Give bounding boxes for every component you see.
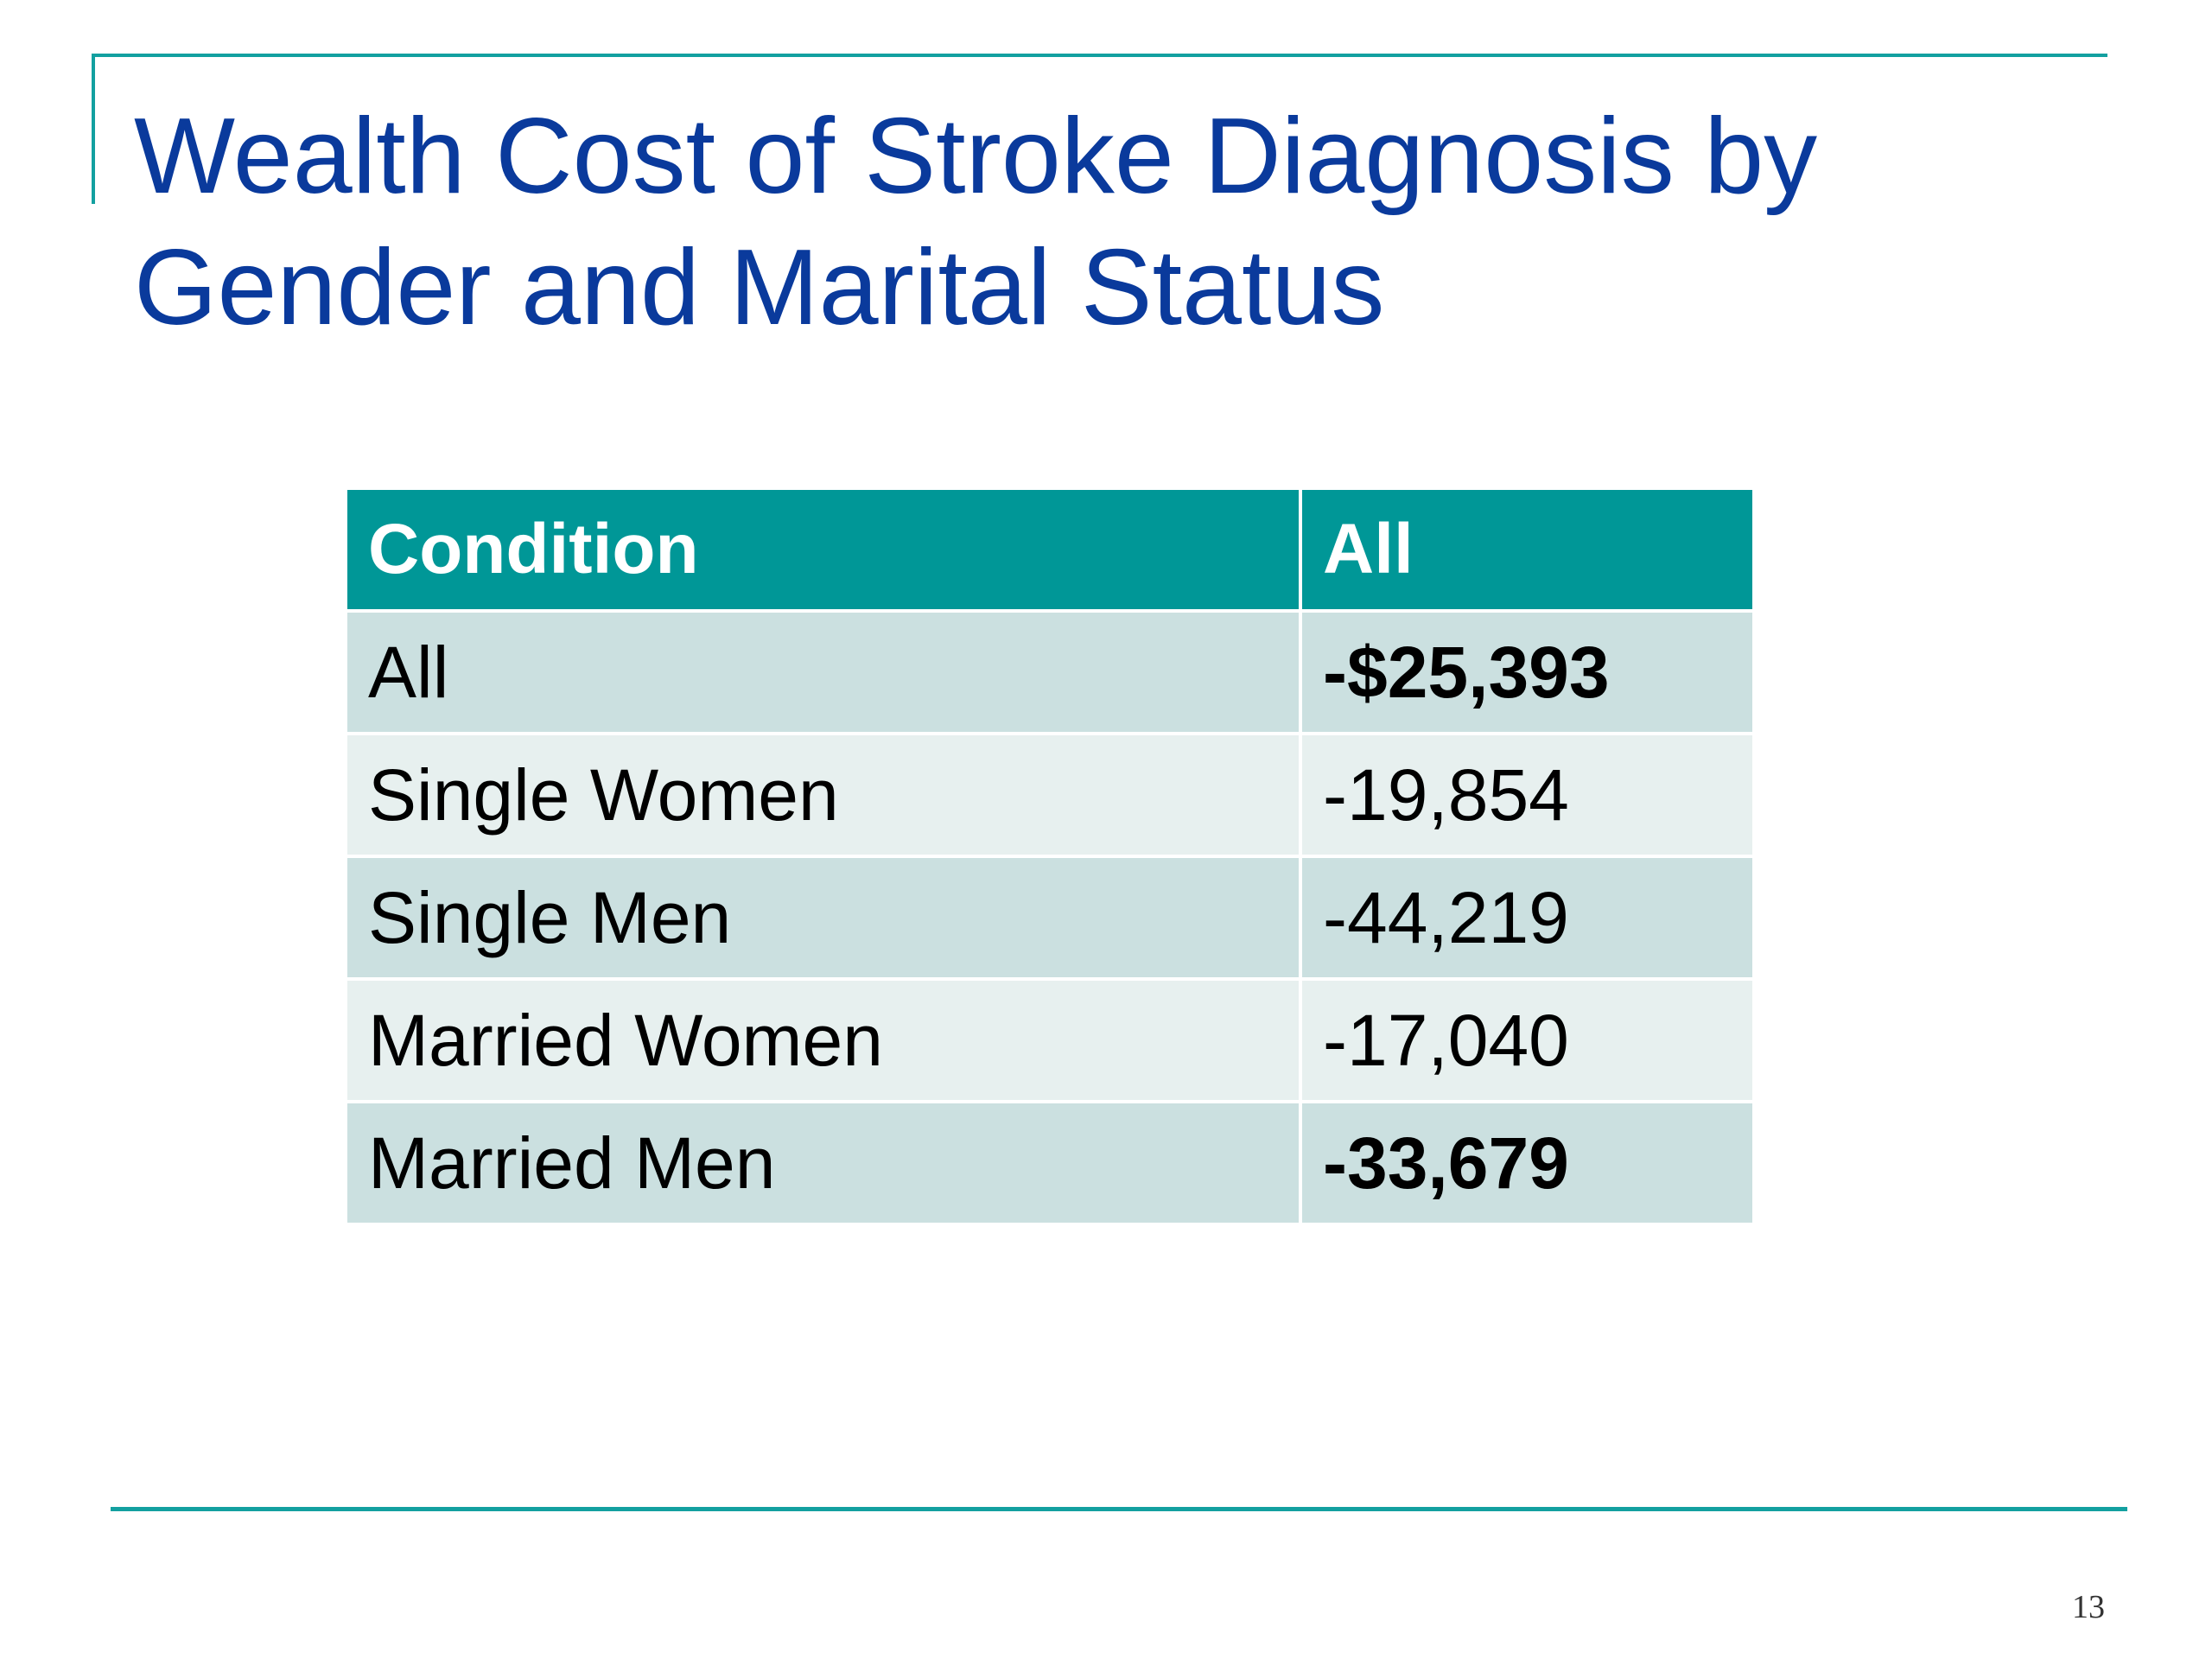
row-value: -$25,393 xyxy=(1300,611,1754,734)
table-row xyxy=(346,979,1754,1102)
slide-title xyxy=(134,91,2078,353)
page-number: 13 xyxy=(2072,1589,2105,1625)
row-condition: Married Men xyxy=(346,1102,1300,1224)
table-row xyxy=(346,1102,1754,1224)
row-condition: All xyxy=(346,611,1300,734)
header-all: All xyxy=(1300,488,1754,611)
table-row xyxy=(346,856,1754,979)
header-condition: Condition xyxy=(346,488,1300,611)
row-condition: Single Men xyxy=(346,856,1300,979)
row-value: -44,219 xyxy=(1300,856,1754,979)
row-value: -33,679 xyxy=(1300,1102,1754,1224)
top-rule xyxy=(92,54,2107,57)
row-value: -17,040 xyxy=(1300,979,1754,1102)
table-header-row xyxy=(346,488,1754,611)
row-condition: Single Women xyxy=(346,734,1300,856)
table-row xyxy=(346,734,1754,856)
title-line-2: Gender and Marital Status xyxy=(134,228,1385,347)
wealth-cost-table xyxy=(344,486,1756,1226)
bottom-rule xyxy=(111,1507,2127,1511)
title-line-1: Wealth Cost of Stroke Diagnosis by xyxy=(134,97,1818,216)
table-row xyxy=(346,611,1754,734)
row-value: -19,854 xyxy=(1300,734,1754,856)
row-condition: Married Women xyxy=(346,979,1300,1102)
left-rule xyxy=(92,54,95,204)
